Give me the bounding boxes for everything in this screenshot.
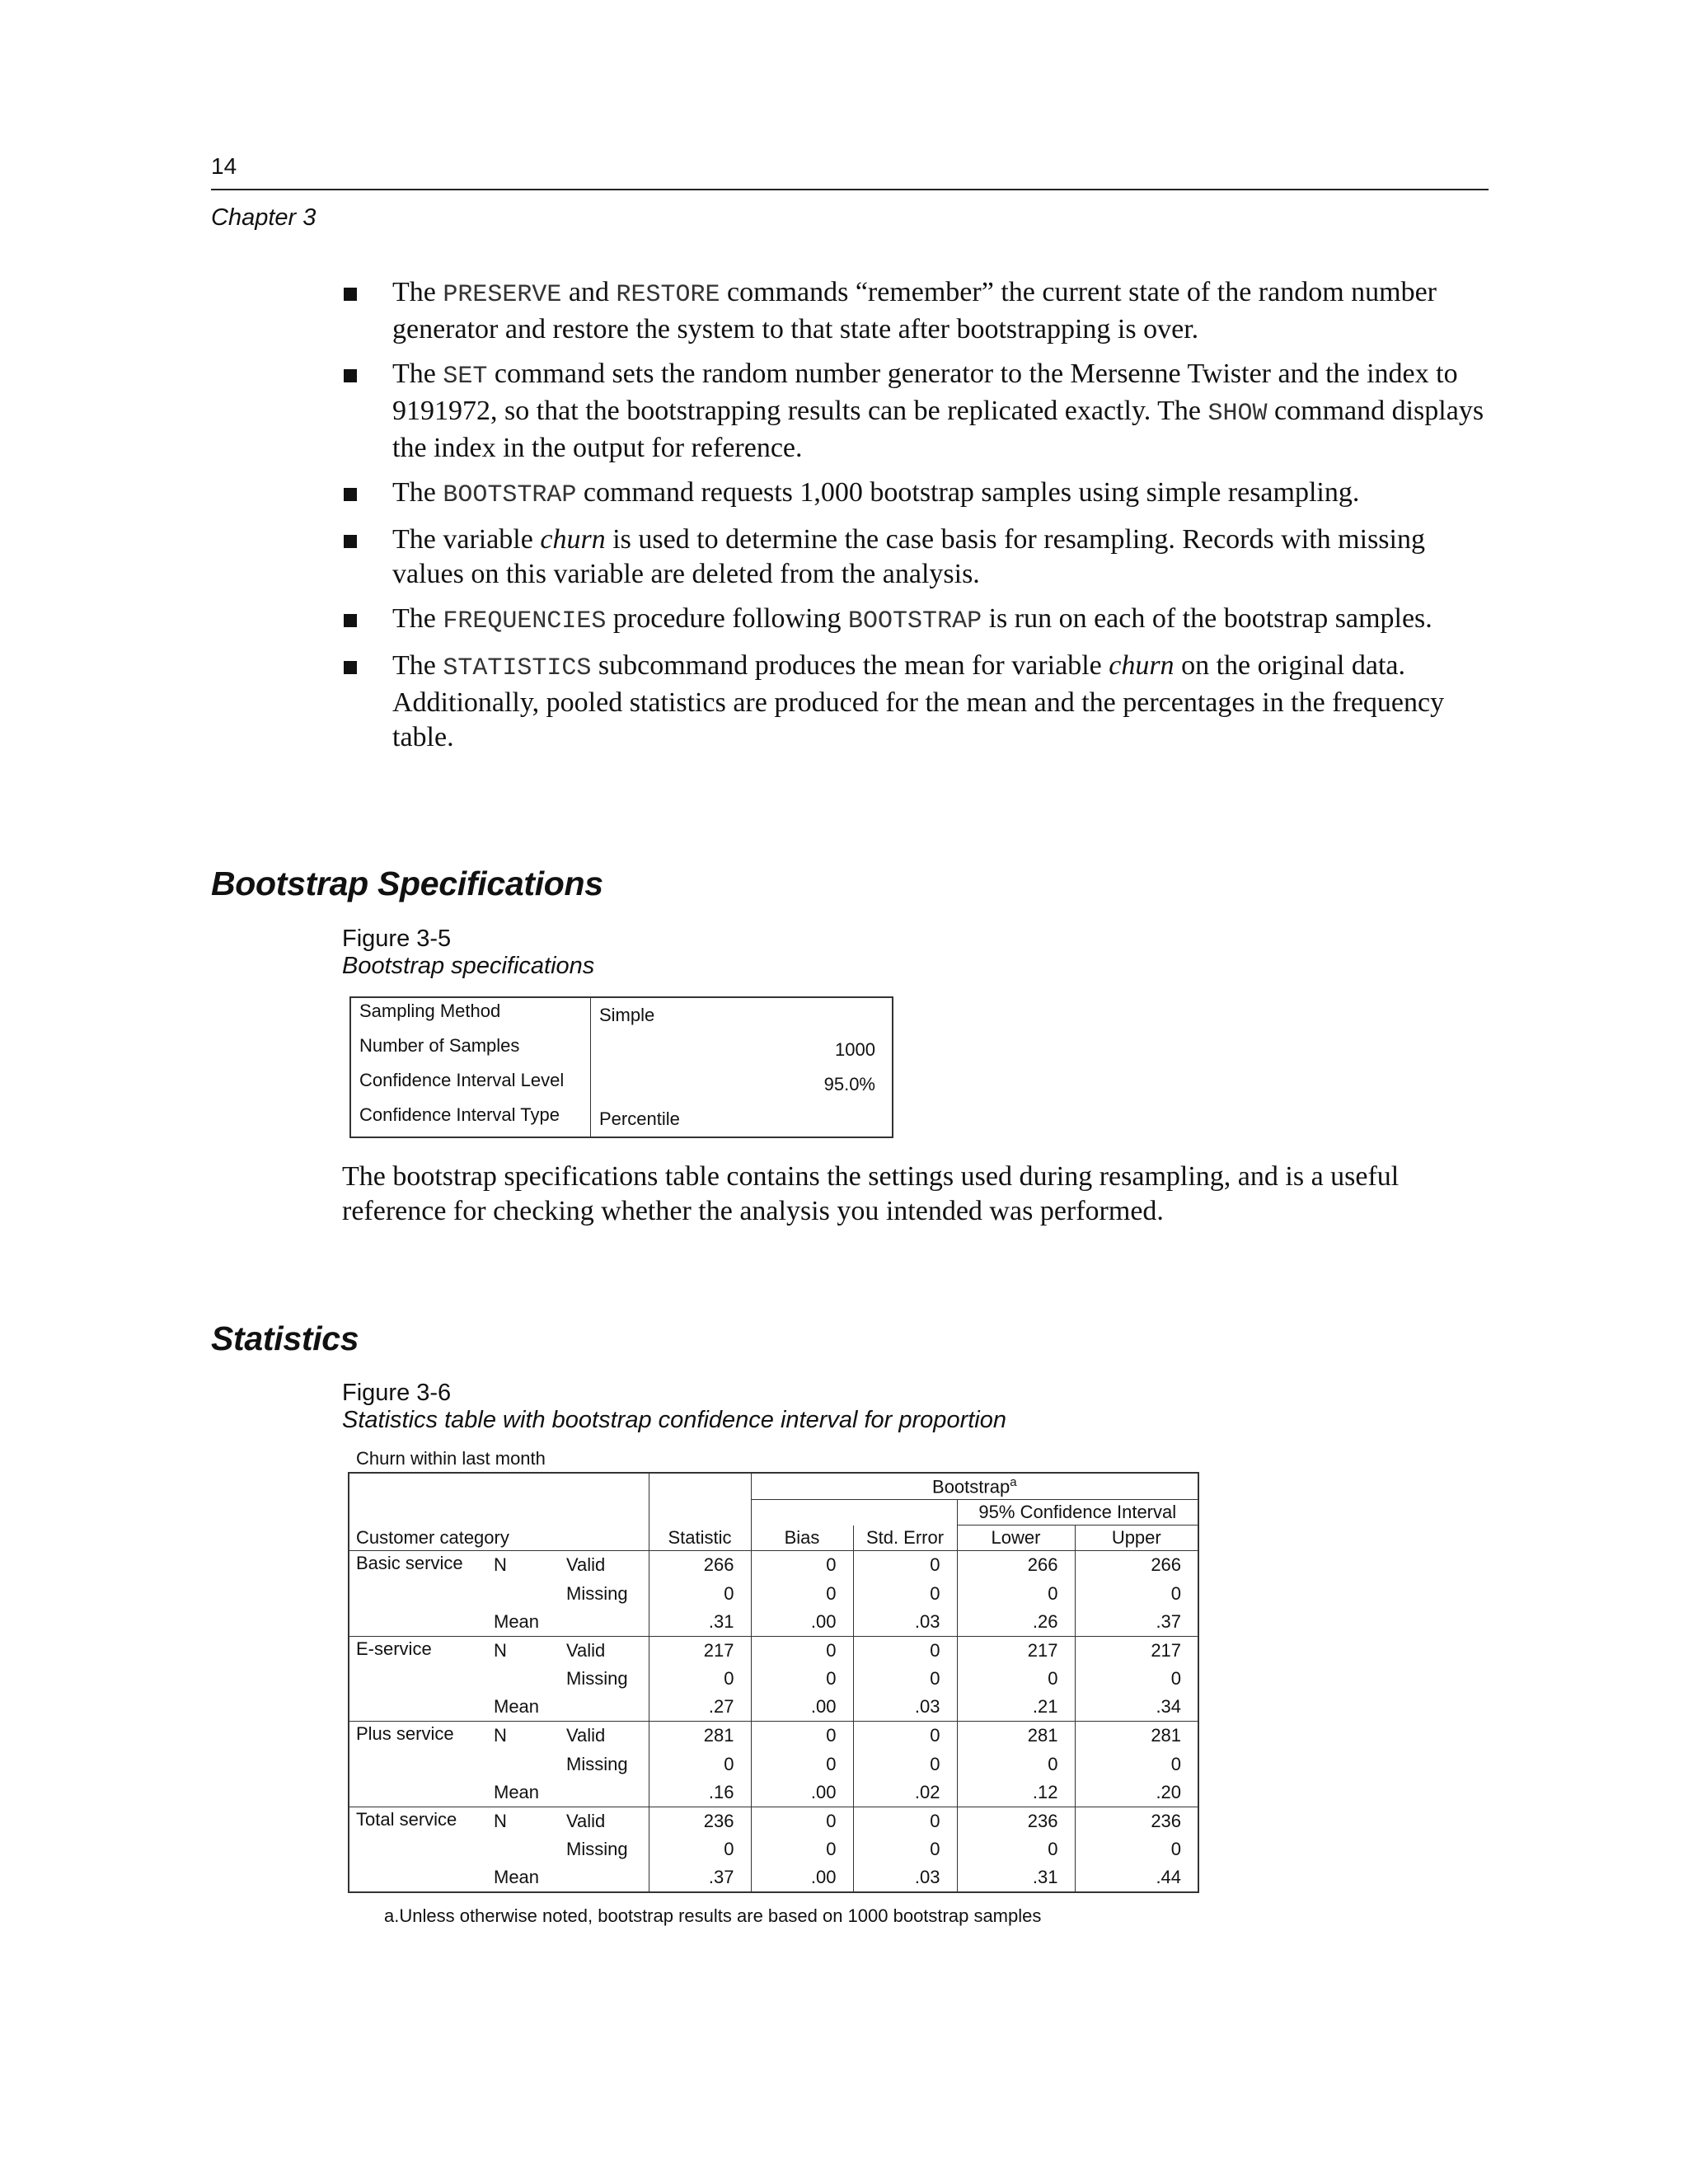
row-label [487, 1579, 560, 1608]
figure-caption: Bootstrap specifications [342, 953, 595, 979]
cell-lower: .26 [957, 1608, 1075, 1637]
spec-value: 1000 [835, 1039, 875, 1060]
table-row [349, 1636, 1198, 1665]
cell-lower: 281 [957, 1722, 1075, 1750]
bullet-text: The [392, 650, 443, 681]
row-sublabel: Missing [566, 1582, 628, 1604]
table-row [350, 1067, 893, 1102]
col-header-lower: Lower [957, 1526, 1075, 1551]
header-rule [211, 189, 1489, 190]
table-row [349, 1551, 1198, 1580]
spec-value: 95.0% [823, 1074, 875, 1094]
table-row [350, 1033, 893, 1067]
cell-std-error: 0 [853, 1835, 957, 1864]
row-header-label: Customer category [356, 1527, 509, 1549]
col-header-std-error: Std. Error [853, 1526, 957, 1551]
cell-std-error: .03 [853, 1863, 957, 1892]
row-label [487, 1665, 560, 1694]
inline-code: SET [443, 363, 488, 391]
body-paragraph: The bootstrap specifications table contains the settings used during resampling, and is a useful reference for checking whether the analysis you intended was performed. [342, 1161, 1400, 1226]
cell-upper: 236 [1075, 1807, 1198, 1835]
bullet-text: The [392, 603, 443, 634]
inline-code: PRESERVE [443, 281, 562, 309]
cell-statistic: 266 [649, 1551, 751, 1580]
row-sublabel [560, 1863, 649, 1892]
bullet-item [340, 357, 1493, 466]
bullet-text: The [392, 359, 443, 389]
row-sublabel: Missing [566, 1668, 628, 1690]
cell-lower: 217 [957, 1636, 1075, 1665]
cell-bias: .00 [751, 1693, 853, 1722]
row-label: N [487, 1722, 560, 1750]
cell-upper: 0 [1075, 1835, 1198, 1864]
cell-statistic: 217 [649, 1636, 751, 1665]
group-label: Plus service [349, 1722, 487, 1807]
bullet-text: The variable [392, 524, 541, 555]
section-heading-bootstrap-specifications: Bootstrap Specifications [211, 865, 603, 902]
emphasis-text: churn [540, 524, 606, 555]
bullet-text: The [392, 277, 443, 307]
cell-bias: 0 [751, 1722, 853, 1750]
bullet-list [340, 275, 1493, 765]
row-sublabel [560, 1779, 649, 1807]
row-sublabel: Valid [560, 1722, 649, 1750]
cell-upper: .37 [1075, 1608, 1198, 1637]
row-sublabel: Missing [566, 1839, 628, 1860]
cell-bias: 0 [751, 1750, 853, 1779]
bullet-text: command displays the index in the output for reference. [392, 396, 1484, 463]
table-row [349, 1722, 1198, 1750]
cell-statistic: 281 [649, 1722, 751, 1750]
col-header-upper: Upper [1075, 1526, 1198, 1551]
bullet-item [340, 476, 1493, 513]
cell-upper: .34 [1075, 1693, 1198, 1722]
col-header-bias: Bias [751, 1526, 853, 1551]
row-label: Mean [494, 1867, 540, 1888]
inline-code: STATISTICS [443, 654, 592, 682]
row-label: Mean [494, 1781, 540, 1802]
page-header [211, 152, 1489, 232]
cell-bias: .00 [751, 1608, 853, 1637]
row-label: Mean [494, 1696, 540, 1718]
cell-statistic: .37 [649, 1863, 751, 1892]
cell-statistic: 0 [649, 1835, 751, 1864]
bootstrap-specifications-table [349, 996, 893, 1138]
bullet-text: is run on each of the bootstrap samples. [982, 603, 1432, 634]
cell-bias: 0 [751, 1807, 853, 1835]
bullet-text: The [392, 477, 443, 508]
cell-statistic: .27 [649, 1693, 751, 1722]
spec-label: Confidence Interval Type [350, 1102, 591, 1137]
inline-code: BOOTSTRAP [443, 481, 577, 509]
cell-upper: 281 [1075, 1722, 1198, 1750]
cell-upper: 0 [1075, 1579, 1198, 1608]
spec-label: Number of Samples [350, 1033, 591, 1067]
chapter-label: Chapter 3 [211, 204, 316, 231]
row-sublabel: Valid [560, 1807, 649, 1835]
cell-lower: 0 [957, 1579, 1075, 1608]
bullet-text: subcommand produces the mean for variable [591, 650, 1109, 681]
square-bullet-icon [344, 535, 357, 548]
row-label [487, 1750, 560, 1779]
square-bullet-icon [344, 369, 357, 382]
square-bullet-icon [344, 288, 357, 301]
table-title: Churn within last month [356, 1448, 546, 1469]
inline-code: FREQUENCIES [443, 607, 607, 635]
spec-label: Confidence Interval Level [350, 1067, 591, 1102]
row-label: N [487, 1807, 560, 1835]
row-label: N [487, 1636, 560, 1665]
cell-upper: 0 [1075, 1665, 1198, 1694]
cell-statistic: 0 [649, 1665, 751, 1694]
bullet-item [340, 523, 1493, 592]
square-bullet-icon [344, 661, 357, 674]
cell-upper: 217 [1075, 1636, 1198, 1665]
bootstrap-header: Bootstrap$^a$ [751, 1473, 1198, 1500]
cell-lower: 0 [957, 1750, 1075, 1779]
cell-bias: 0 [751, 1636, 853, 1665]
cell-bias: 0 [751, 1665, 853, 1694]
section-heading-statistics: Statistics [211, 1319, 359, 1357]
spec-value: Percentile [599, 1108, 680, 1129]
cell-std-error: .03 [853, 1608, 957, 1637]
cell-lower: .21 [957, 1693, 1075, 1722]
spec-value: Simple [599, 1005, 655, 1025]
row-label [487, 1835, 560, 1864]
cell-lower: 236 [957, 1807, 1075, 1835]
cell-upper: 266 [1075, 1551, 1198, 1580]
cell-statistic: 236 [649, 1807, 751, 1835]
bullet-item [340, 649, 1493, 755]
cell-upper: 0 [1075, 1750, 1198, 1779]
cell-bias: .00 [751, 1863, 853, 1892]
figure-label: Figure 3-6 [342, 1380, 452, 1406]
group-label: E-service [349, 1636, 487, 1722]
cell-std-error: 0 [853, 1551, 957, 1580]
bullet-text: is used to determine the case basis for resampling. Records with missing values on this variable are deleted from the analysis. [392, 524, 1425, 589]
table-row [349, 1807, 1198, 1835]
row-label: Mean [494, 1610, 540, 1632]
figure-label: Figure 3-5 [342, 926, 452, 952]
cell-std-error: 0 [853, 1750, 957, 1779]
cell-lower: .31 [957, 1863, 1075, 1892]
cell-statistic: 0 [649, 1750, 751, 1779]
cell-std-error: 0 [853, 1636, 957, 1665]
cell-statistic: .16 [649, 1779, 751, 1807]
bullet-item [340, 602, 1493, 639]
cell-bias: 0 [751, 1835, 853, 1864]
row-sublabel: Valid [560, 1551, 649, 1580]
cell-bias: 0 [751, 1551, 853, 1580]
cell-statistic: .31 [649, 1608, 751, 1637]
group-label: Basic service [349, 1551, 487, 1637]
bullet-item [340, 275, 1493, 347]
statistics-table [348, 1472, 1199, 1893]
cell-std-error: .03 [853, 1693, 957, 1722]
row-sublabel [560, 1608, 649, 1637]
table-row [350, 997, 893, 1033]
cell-lower: 266 [957, 1551, 1075, 1580]
inline-code: BOOTSTRAP [848, 607, 982, 635]
cell-std-error: .02 [853, 1779, 957, 1807]
cell-std-error: 0 [853, 1807, 957, 1835]
cell-upper: .44 [1075, 1863, 1198, 1892]
group-label: Total service [349, 1807, 487, 1892]
bullet-text: command requests 1,000 bootstrap samples using simple resampling. [576, 477, 1360, 508]
square-bullet-icon [344, 488, 357, 501]
cell-bias: .00 [751, 1779, 853, 1807]
bullet-text: on the original data. Additionally, pooled statistics are produced for the mean and the percentages in the frequency table. [392, 650, 1445, 752]
col-header-statistic: Statistic [649, 1526, 751, 1551]
bullet-text: commands “remember” the current state of the random number generator and restore the system to that state after bootstrapping is over. [392, 277, 1437, 344]
table-footnote: a.Unless otherwise noted, bootstrap results are based on 1000 bootstrap samples [384, 1905, 1042, 1926]
cell-upper: .20 [1075, 1779, 1198, 1807]
row-sublabel: Valid [560, 1636, 649, 1665]
spec-label: Sampling Method [350, 997, 591, 1033]
figure-caption: Statistics table with bootstrap confidence interval for proportion [342, 1407, 1006, 1433]
ci-header: 95% Confidence Interval [957, 1500, 1198, 1526]
bullet-text: procedure following [606, 603, 849, 634]
row-sublabel: Missing [566, 1753, 628, 1774]
row-sublabel [560, 1693, 649, 1722]
inline-code: RESTORE [616, 281, 720, 309]
bullet-text: and [561, 277, 617, 307]
square-bullet-icon [344, 614, 357, 627]
cell-std-error: 0 [853, 1722, 957, 1750]
cell-std-error: 0 [853, 1579, 957, 1608]
inline-code: SHOW [1207, 400, 1268, 428]
cell-std-error: 0 [853, 1665, 957, 1694]
bullet-text: command sets the random number generator to the Mersenne Twister and the index to 9191972, so that the bootstrapping results can be replicated exactly. The [392, 359, 1458, 426]
row-label: N [487, 1551, 560, 1580]
cell-lower: .12 [957, 1779, 1075, 1807]
cell-lower: 0 [957, 1835, 1075, 1864]
cell-bias: 0 [751, 1579, 853, 1608]
page-number: 14 [211, 153, 237, 179]
emphasis-text: churn [1109, 650, 1175, 681]
table-row [350, 1102, 893, 1137]
cell-lower: 0 [957, 1665, 1075, 1694]
cell-statistic: 0 [649, 1579, 751, 1608]
